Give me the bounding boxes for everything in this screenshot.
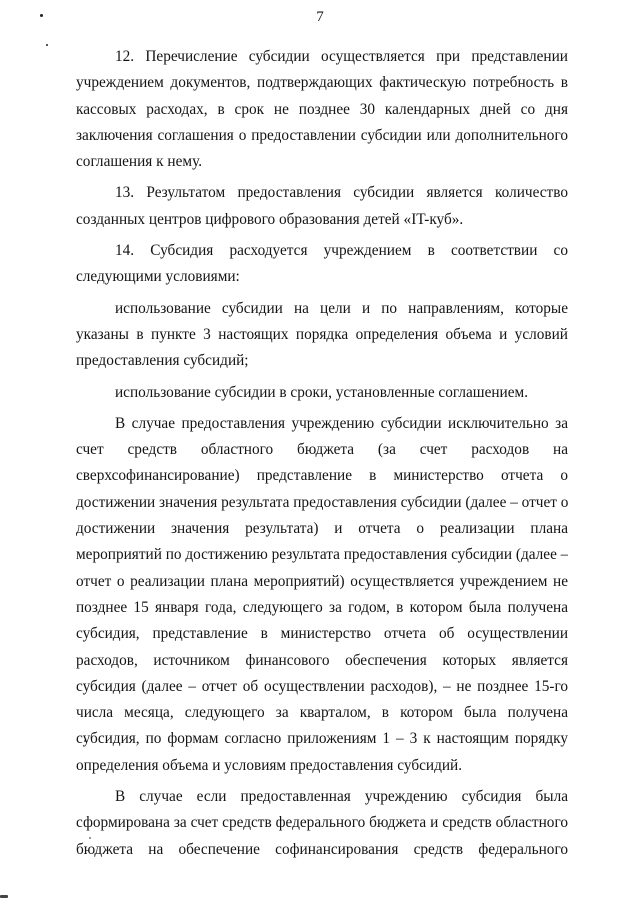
text-line: указаны в пункте 3 настоящих порядка определения объема и условий xyxy=(76,325,568,343)
text-line: заключения соглашения о предоставлении субсидии или дополнительного xyxy=(76,126,568,144)
text-line: сформирована за счет средств федерального бюджета и средств областного xyxy=(76,814,568,832)
text-line: определения объема и условиям предоставления субсидий. xyxy=(76,756,463,774)
text-line: мероприятий по достижению результата предоставления субсидии (далее – xyxy=(76,546,568,564)
text-line: В случае если предоставленная учреждению субсидия была xyxy=(115,788,568,806)
paragraph xyxy=(76,44,568,175)
text-line: счет средств областного бюджета (за счет расходов на xyxy=(76,441,568,459)
page-number: 7 xyxy=(316,9,324,25)
text-line: следующими условиями: xyxy=(76,268,240,286)
text-line: субсидия (далее – отчет об осуществлении расходов), – не позднее 15-го xyxy=(76,677,568,695)
text-line: В случае предоставления учреждению субсидии исключительно за xyxy=(115,414,568,432)
text-line: соглашения к нему. xyxy=(76,153,203,171)
document-body xyxy=(76,44,568,863)
text-line: предоставления субсидий; xyxy=(76,352,249,370)
scan-speck xyxy=(0,895,8,898)
paragraph xyxy=(76,784,568,863)
paragraph xyxy=(76,296,568,375)
text-line: 13. Результатом предоставления субсидии является количество xyxy=(115,184,568,202)
text-line: 12. Перечисление субсидии осуществляется при представлении xyxy=(115,48,568,65)
text-line: позднее 15 января года, следующего за годом, в котором была получена xyxy=(76,598,568,616)
text-line: сверхсофинансирование) представление в министерство отчета о xyxy=(76,467,568,485)
text-line: использование субсидии в сроки, установленные соглашением. xyxy=(115,383,529,401)
paragraph xyxy=(76,411,568,779)
paragraph xyxy=(76,380,568,406)
text-line: достижении значения результата) и отчета о реализации плана xyxy=(76,520,568,538)
text-line: учреждением документов, подтверждающих фактическую потребность в xyxy=(76,74,568,92)
text-line: отчет о реализации плана мероприятий) осуществляется учреждением не xyxy=(76,572,568,590)
text-line: расходов, источником финансового обеспечения которых является xyxy=(76,651,568,669)
text-line: субсидия, представление в министерство отчета об осуществлении xyxy=(76,625,568,643)
text-line: достижении значения результата предоставления субсидии (далее – отчет о xyxy=(76,493,568,511)
paragraph xyxy=(76,238,568,291)
scan-speck xyxy=(46,44,48,46)
text-line: субсидия, по формам согласно приложениям 1 – 3 к настоящим порядку xyxy=(76,730,568,748)
text-line: использование субсидии на цели и по направлениям, которые xyxy=(115,299,568,317)
text-line: 14. Субсидия расходуется учреждением в соответствии со xyxy=(115,242,568,260)
paragraph xyxy=(76,180,568,233)
text-line: бюджета на обеспечение софинансирования средств федерального xyxy=(76,840,568,858)
text-line: кассовых расходах, в срок не позднее 30 календарных дней со дня xyxy=(76,100,568,118)
text-line: числа месяца, следующего за кварталом, в котором была получена xyxy=(76,704,568,722)
text-line: созданных центров цифрового образования детей «IT-куб». xyxy=(76,210,464,228)
